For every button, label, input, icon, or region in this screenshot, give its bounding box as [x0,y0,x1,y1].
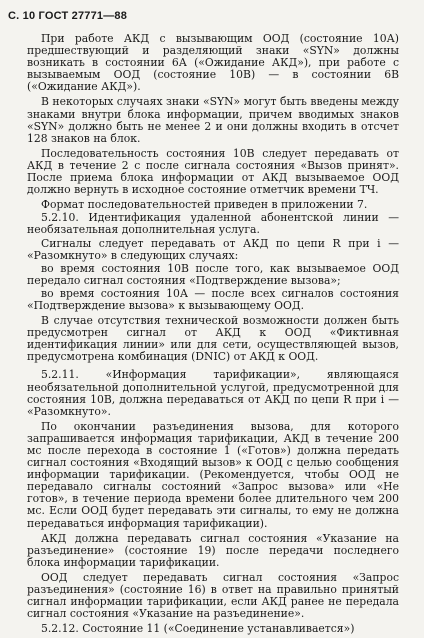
section-5-2-10: 5.2.10. Идентификация удаленной абонентской линии — необязательная дополнительная услуга. [27,211,399,237]
list-item: во время состояния 10А — после всех сигналов состояния «Подтверждение вызова» к вызывающему ООД. [27,286,399,312]
page-header: С. 10 ГОСТ 27771—88 [8,10,128,22]
document-body [27,33,399,638]
paragraph: ООД следует передавать сигнал состояния «Запрос разъединения» (состояние 16) в ответ на правильно принятый сигнал информации тарификации, если АКД ранее не передала сигнал состояния «Указание на разъединение». [27,570,399,621]
paragraph: Сигналы следует передавать от АКД по цепи R при i — «Разомкнуто» в следующих случаях: [27,236,399,262]
paragraph: Последовательность состояния 10В следует передавать от АКД в течение 2 с после сигнала состояния «Вызов принят». После приема блока информации от АКД вызываемое ООД должно вернуть в исходное состояние отметчик времени ТЧ. [27,146,399,197]
paragraph: При работе АКД с вызывающим ООД (состояние 10А) предшествующий и разделяющий знаки «SYN» должны возникать в состоянии 6А («Ожидание АКД»), при работе с вызываемым ООД (состояние 10В) — в состоянии 6В («Ожидание АКД»). [27,32,399,94]
section-5-2-11: 5.2.11. «Информация тарификации», являющаяся необязательной дополнительной услугой, предусмотренной для состояния 10В, должна передаваться от АКД по цепи R при i — «Разомкнуто». [27,368,399,418]
paragraph: По окончании разъединения вызова, для которого запрашивается информация тарификации, АКД в течение 200 мс после перехода в состояние 1 («Готов») должна передать сигнал состояния «Входящий вызов» к ООД с целью сообщения информации тарификации. (Рекомендуется, чтобы ООД не передавало сигналы состояний «Запрос вызова» или «Не готов», в течение периода времени более длительного чем 200 мс. Если ООД будет передавать эти сигналы, то ему не должна передаваться информация тарификации). [27,419,399,530]
paragraph: Формат последовательностей приведен в приложении 7. [41,198,368,212]
list-item: во время состояния 10В после того, как вызываемое ООД передало сигнал состояния «Подтверждение вызова»; [27,261,399,287]
paragraph: В некоторых случаях знаки «SYN» могут быть введены между знаками внутри блока информации, причем вводимых знаков «SYN» должно быть не менее 2 и они должны входить в отсчет 128 знаков на блок. [27,95,399,145]
paragraph: АКД должна передавать сигнал состояния «Указание на разъединение» (состояние 19) после передачи последнего блока информации тарификации. [27,531,399,569]
section-5-2-12: 5.2.12. Состояние 11 («Соединение устанавливается») [41,622,355,636]
paragraph: В случае отсутствия технической возможности должен быть предусмотрен сигнал от АКД к ООД «Фиктивная идентификация линии» или для сети, осуществляющей вызов, предусмотрена комбинация (DNIC) от АКД к ООД. [27,314,399,364]
